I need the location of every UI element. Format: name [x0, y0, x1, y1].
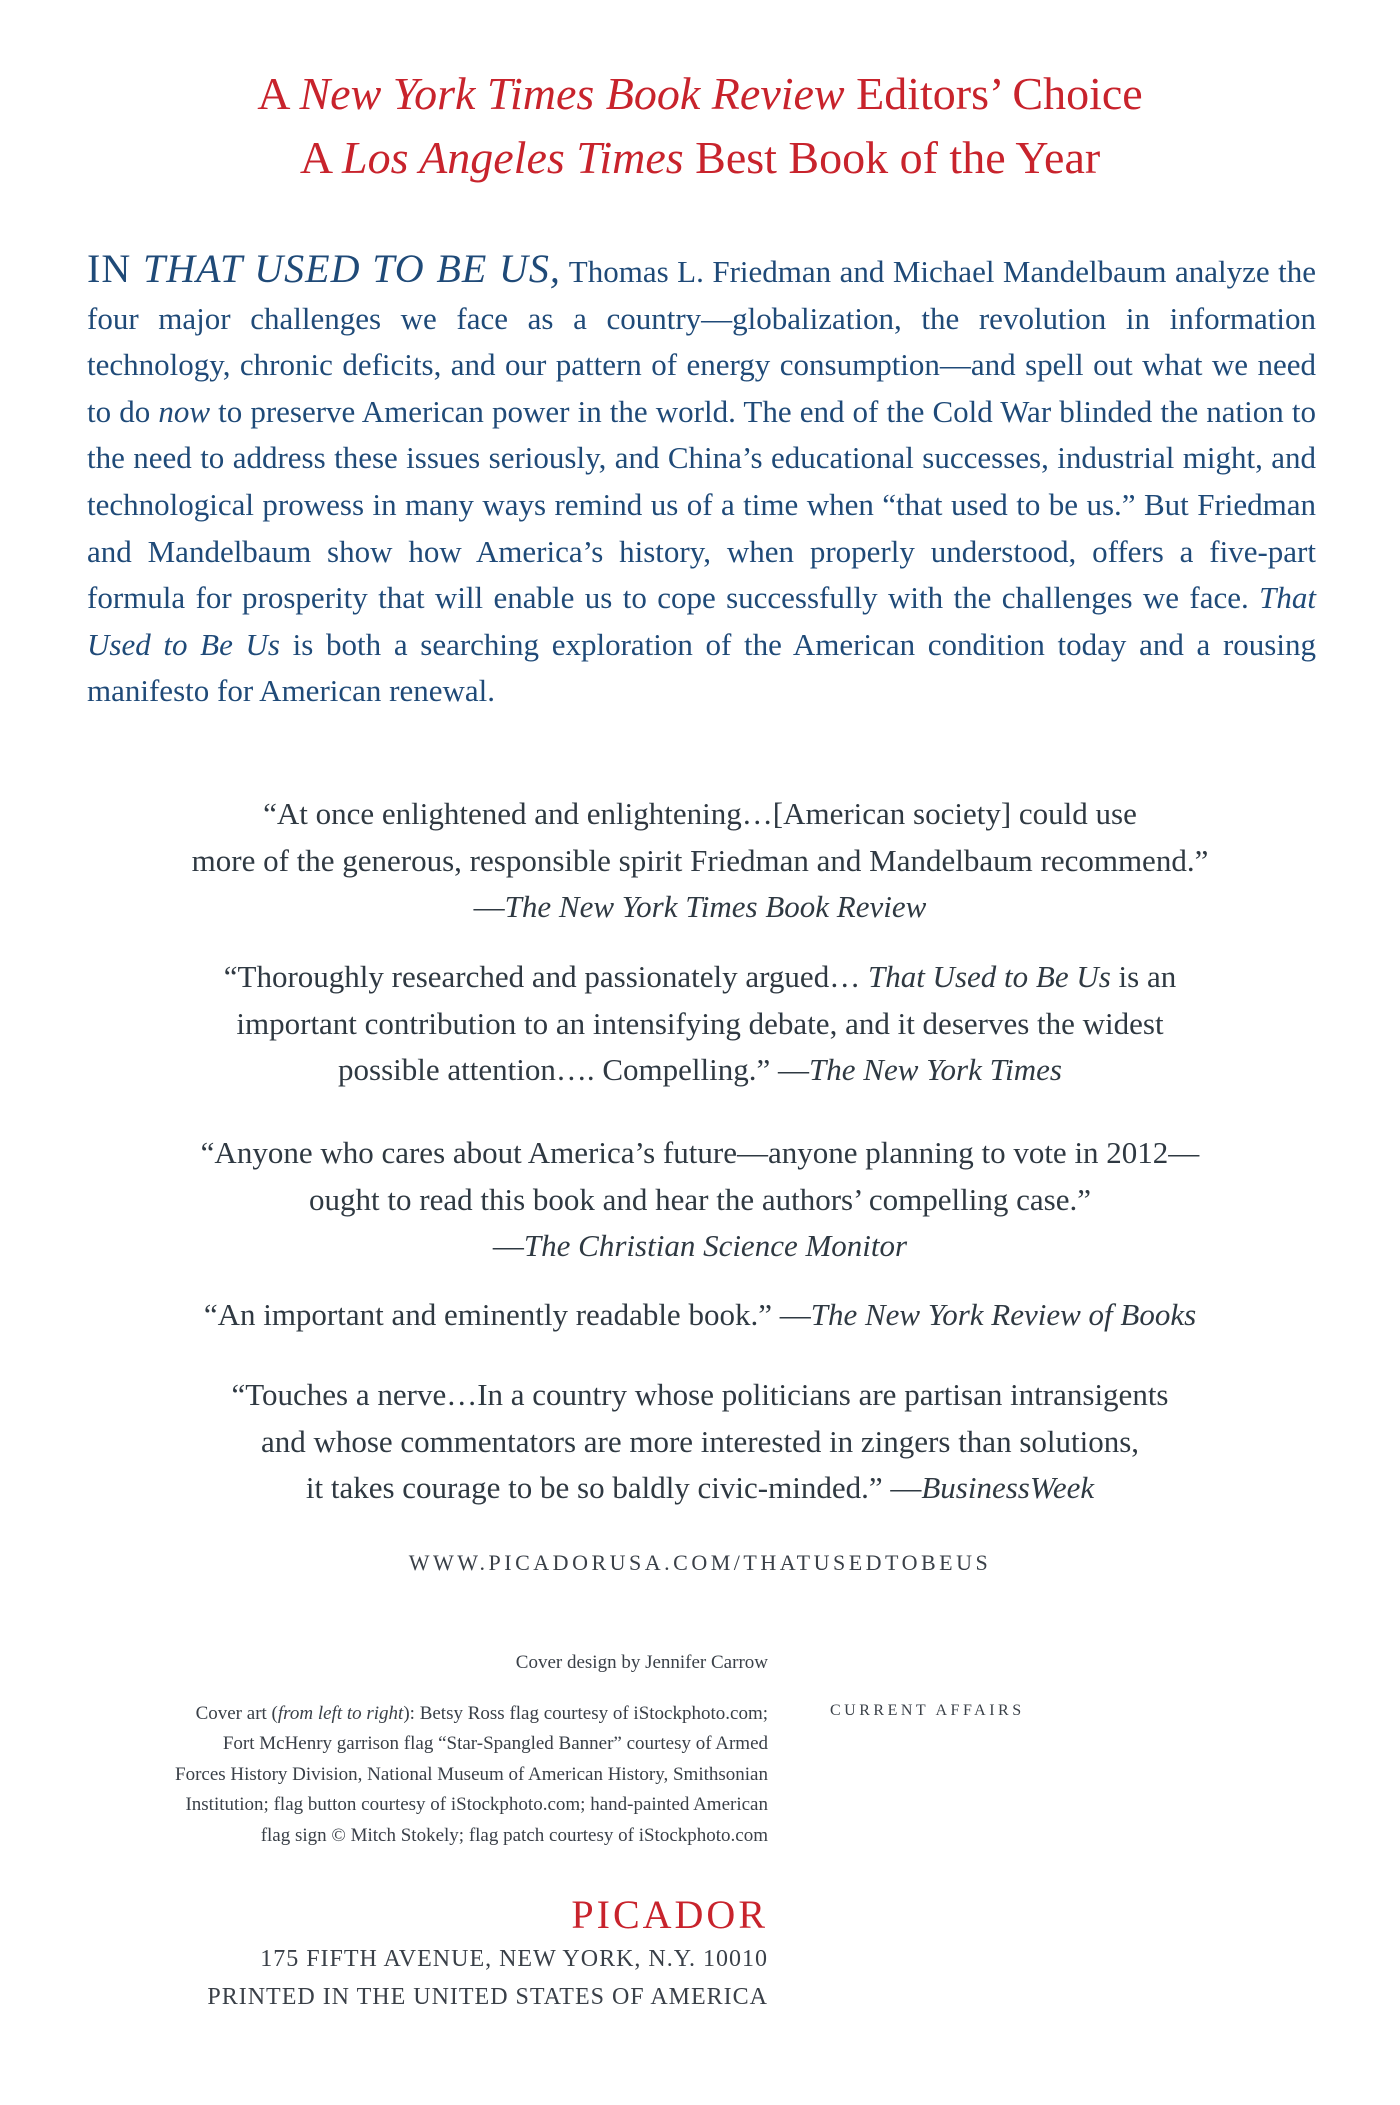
blurb-text-3: is both a searching exploration of the American condition today and a rousing manifesto for American renewal. — [87, 626, 1316, 709]
accolade-prefix: A — [299, 132, 342, 183]
quote-line — [120, 1292, 1280, 1339]
quote-text: it takes courage to be so baldly civic-minded.” — — [305, 1470, 922, 1505]
credit-line: Institution; flag button courtesy of iStockphoto.com; hand-painted American — [185, 1794, 768, 1816]
blurb-lead-caps: IN — [87, 246, 143, 291]
credit-text: Cover art ( — [195, 1702, 278, 1724]
accolade-nytbr — [0, 62, 1400, 126]
quote-text: “An important and eminently readable book.” — — [203, 1297, 811, 1332]
publisher-address: 175 FIFTH AVENUE, NEW YORK, N.Y. 10010 — [260, 1946, 768, 1972]
quote-line: important contribution to an intensifying debate, and it deserves the widest — [236, 1005, 1164, 1041]
accolade-prefix: A — [257, 68, 300, 119]
quote-line: ought to read this book and hear the authors’ compelling case.” — [309, 1181, 1091, 1217]
quote-line: and whose commentators are more interested in zingers than solutions, — [260, 1423, 1140, 1459]
quote-line: “Touches a nerve…In a country whose politicians are partisan intransigents — [231, 1377, 1169, 1412]
credit-line — [100, 1699, 768, 1730]
blurb-lead — [87, 246, 561, 291]
quote-source: BusinessWeek — [921, 1470, 1095, 1505]
quote-book-title: That Used to Be Us — [867, 959, 1111, 994]
credit-line: flag sign © Mitch Stokely; flag patch courtesy of iStockphoto.com — [260, 1824, 768, 1846]
quote-source: The Christian Science Monitor — [523, 1228, 908, 1263]
accolade-publication: Los Angeles Times — [342, 132, 684, 183]
cover-credits — [100, 1648, 768, 1852]
quote-line: “Anyone who cares about America’s future—anyone planning to vote in 2012— — [200, 1135, 1200, 1170]
quote-line: more of the generous, responsible spirit Friedman and Mandelbaum recommend.” — [191, 842, 1209, 878]
quote-source: The New York Review of Books — [810, 1297, 1197, 1332]
review-quote-nyt — [120, 954, 1280, 1094]
website-url: WWW.PICADORUSA.COM/THATUSEDTOBEUS — [408, 1550, 992, 1575]
blurb-book-title: That Used to Be Us — [87, 580, 1316, 662]
credit-line: Fort McHenry garrison flag “Star-Spangled Banner” courtesy of Armed — [222, 1733, 768, 1755]
publisher-name: PICADOR — [571, 1892, 768, 1937]
blurb-lead-title: THAT USED TO BE US, — [142, 246, 561, 291]
credit-italic: from left to right — [277, 1702, 404, 1724]
quote-line — [120, 954, 1280, 1001]
printed-in: PRINTED IN THE UNITED STATES OF AMERICA — [207, 1984, 768, 2010]
accolade-suffix: Best Book of the Year — [683, 132, 1101, 183]
quote-line — [120, 1465, 1280, 1512]
review-quote-csm — [120, 1130, 1280, 1270]
quote-dash: — — [473, 889, 505, 924]
blurb-text-1: Thomas L. Friedman and Michael Mandelbaum analyze the four major challenges we face as a country—globalization, the revolution in information technology, chronic deficits, and our pattern of energy consumption—and spell out what we need to do — [87, 254, 1316, 429]
quote-attribution — [120, 884, 1280, 931]
publisher-block — [100, 1890, 768, 2016]
quote-text: possible attention…. Compelling.” — — [338, 1052, 810, 1087]
accolade-suffix: Editors’ Choice — [844, 68, 1143, 119]
review-quote-businessweek — [120, 1372, 1280, 1512]
quote-line: “At once enlightened and enlightening…[American society] could use — [263, 796, 1137, 831]
review-quote-nyrb — [120, 1292, 1280, 1339]
quote-line — [120, 1047, 1280, 1094]
review-quote-nytbr — [120, 791, 1280, 931]
cover-art-credit — [100, 1699, 768, 1852]
quote-text: is an — [1110, 959, 1177, 994]
quote-attribution — [120, 1223, 1280, 1270]
quote-source: The New York Times — [809, 1052, 1062, 1087]
credit-text: ): Betsy Ross flag courtesy of iStockphoto.com; — [403, 1702, 768, 1724]
blurb-emphasis: now — [158, 393, 211, 429]
accolades — [0, 62, 1400, 190]
blurb-text-2: to preserve American power in the world. The end of the Cold War blinded the nation to the need to address these issues seriously, and China’s educational successes, industrial might, and technological prowess in many ways remind us of a time when “that used to be us.” But Friedman and Mandelbaum show how America’s history, when properly understood, offers a five-part formula for prosperity that will enable us to cope successfully with the challenges we face. — [87, 393, 1317, 616]
category-label: CURRENT AFFAIRS — [830, 1702, 1025, 1719]
quote-dash: — — [492, 1228, 524, 1263]
description-blurb — [87, 246, 1316, 715]
quote-source: The New York Times Book Review — [504, 889, 927, 924]
accolade-publication: New York Times Book Review — [299, 68, 845, 119]
credit-line: Forces History Division, National Museum of American History, Smithsonian — [175, 1763, 768, 1785]
accolade-lat — [0, 126, 1400, 190]
cover-design-credit: Cover design by Jennifer Carrow — [515, 1652, 768, 1673]
quote-text: “Thoroughly researched and passionately argued… — [223, 959, 868, 994]
